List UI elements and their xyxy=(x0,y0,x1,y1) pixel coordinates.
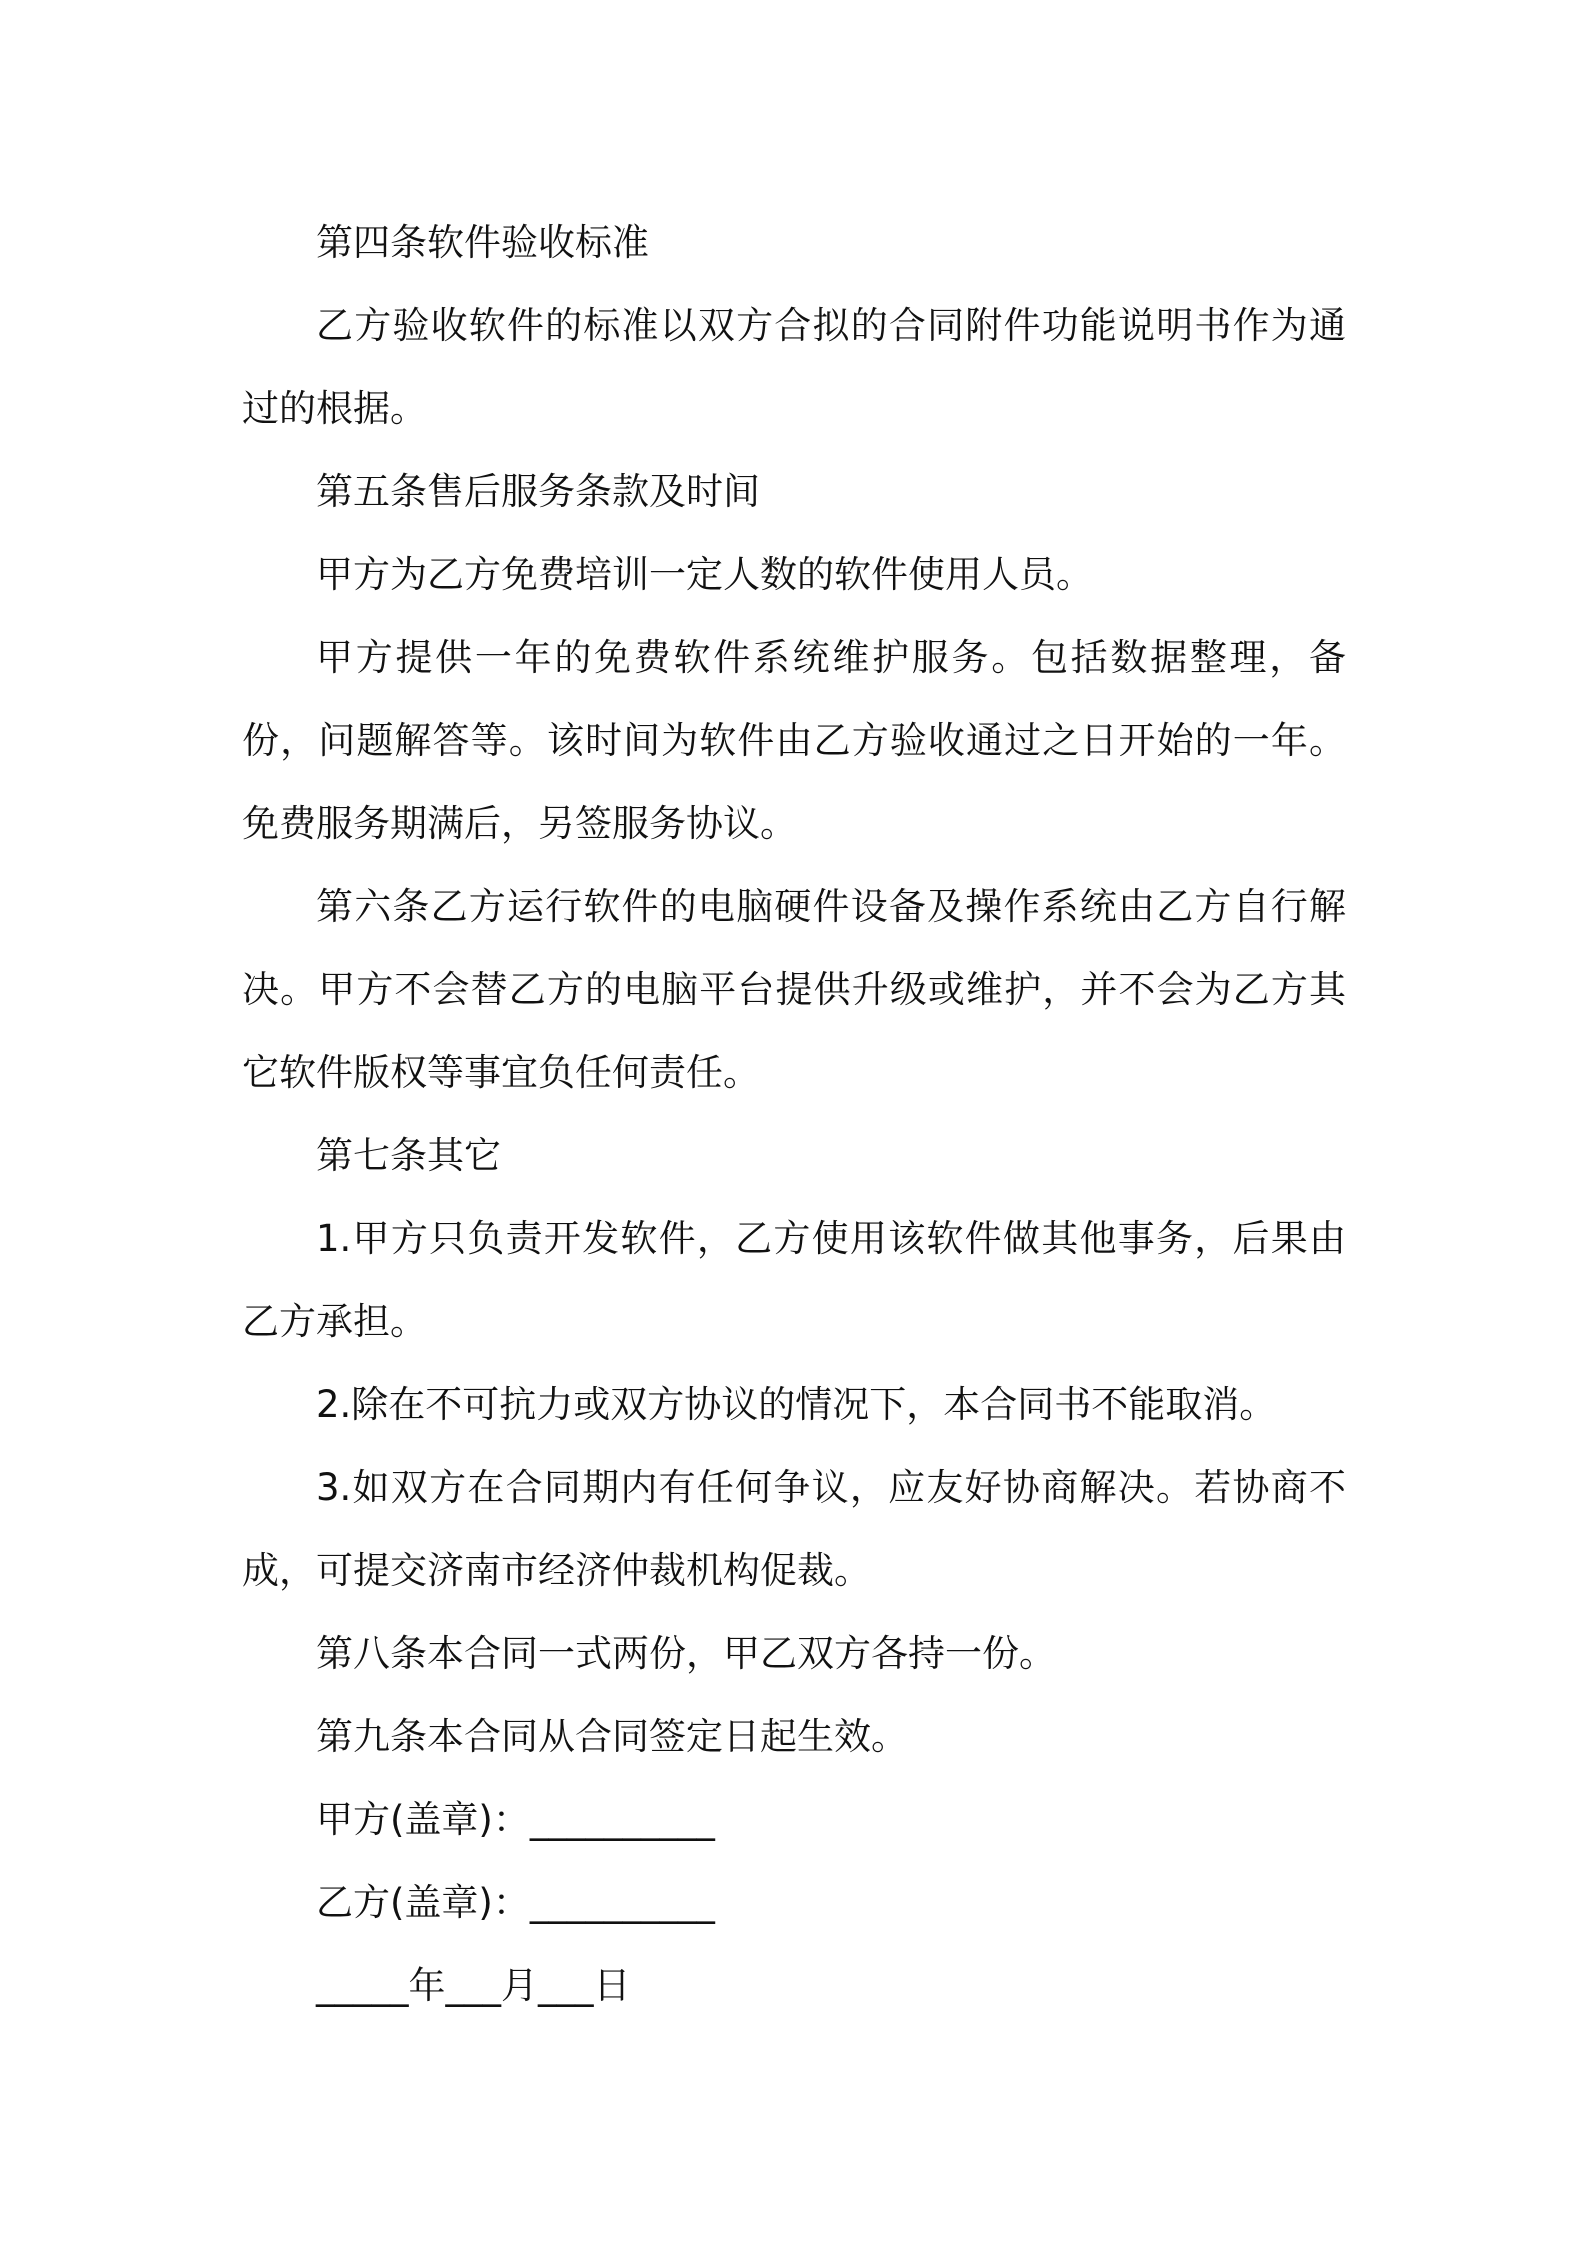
article-5-maintenance: 甲方提供一年的免费软件系统维护服务。包括数据整理，备份，问题解答等。该时间为软件由乙方验收通过之日开始的一年。免费服务期满后，另签服务协议。 xyxy=(242,636,1346,845)
document-body xyxy=(242,201,1346,2027)
article-8-text: 第八条本合同一式两份，甲乙双方各持一份。 xyxy=(316,1632,1056,1675)
date-line: _____年___月___日 xyxy=(316,1964,631,2007)
article-7-item-1: 1.甲方只负责开发软件，乙方使用该软件做其他事务，后果由乙方承担。 xyxy=(242,1217,1346,1343)
article-7-item-2: 2.除在不可抗力或双方协议的情况下，本合同书不能取消。 xyxy=(316,1383,1277,1426)
party-a-seal-line: 甲方(盖章)：__________ xyxy=(316,1798,715,1841)
article-6-text: 第六条乙方运行软件的电脑硬件设备及操作系统由乙方自行解决。甲方不会替乙方的电脑平台提供升级或维护，并不会为乙方其它软件版权等事宜负任何责任。 xyxy=(242,885,1346,1094)
party-b-seal-line: 乙方(盖章)：__________ xyxy=(316,1881,715,1924)
article-4-heading: 第四条软件验收标准 xyxy=(316,221,649,264)
article-7-heading: 第七条其它 xyxy=(316,1134,501,1177)
article-4-text: 乙方验收软件的标准以双方合拟的合同附件功能说明书作为通过的根据。 xyxy=(242,304,1346,430)
article-9-text: 第九条本合同从合同签定日起生效。 xyxy=(316,1715,908,1758)
article-7-item-3: 3.如双方在合同期内有任何争议，应友好协商解决。若协商不成，可提交济南市经济仲裁机构促裁。 xyxy=(242,1466,1346,1592)
article-5-heading: 第五条售后服务条款及时间 xyxy=(316,470,760,513)
article-5-training: 甲方为乙方免费培训一定人数的软件使用人员。 xyxy=(316,553,1093,596)
